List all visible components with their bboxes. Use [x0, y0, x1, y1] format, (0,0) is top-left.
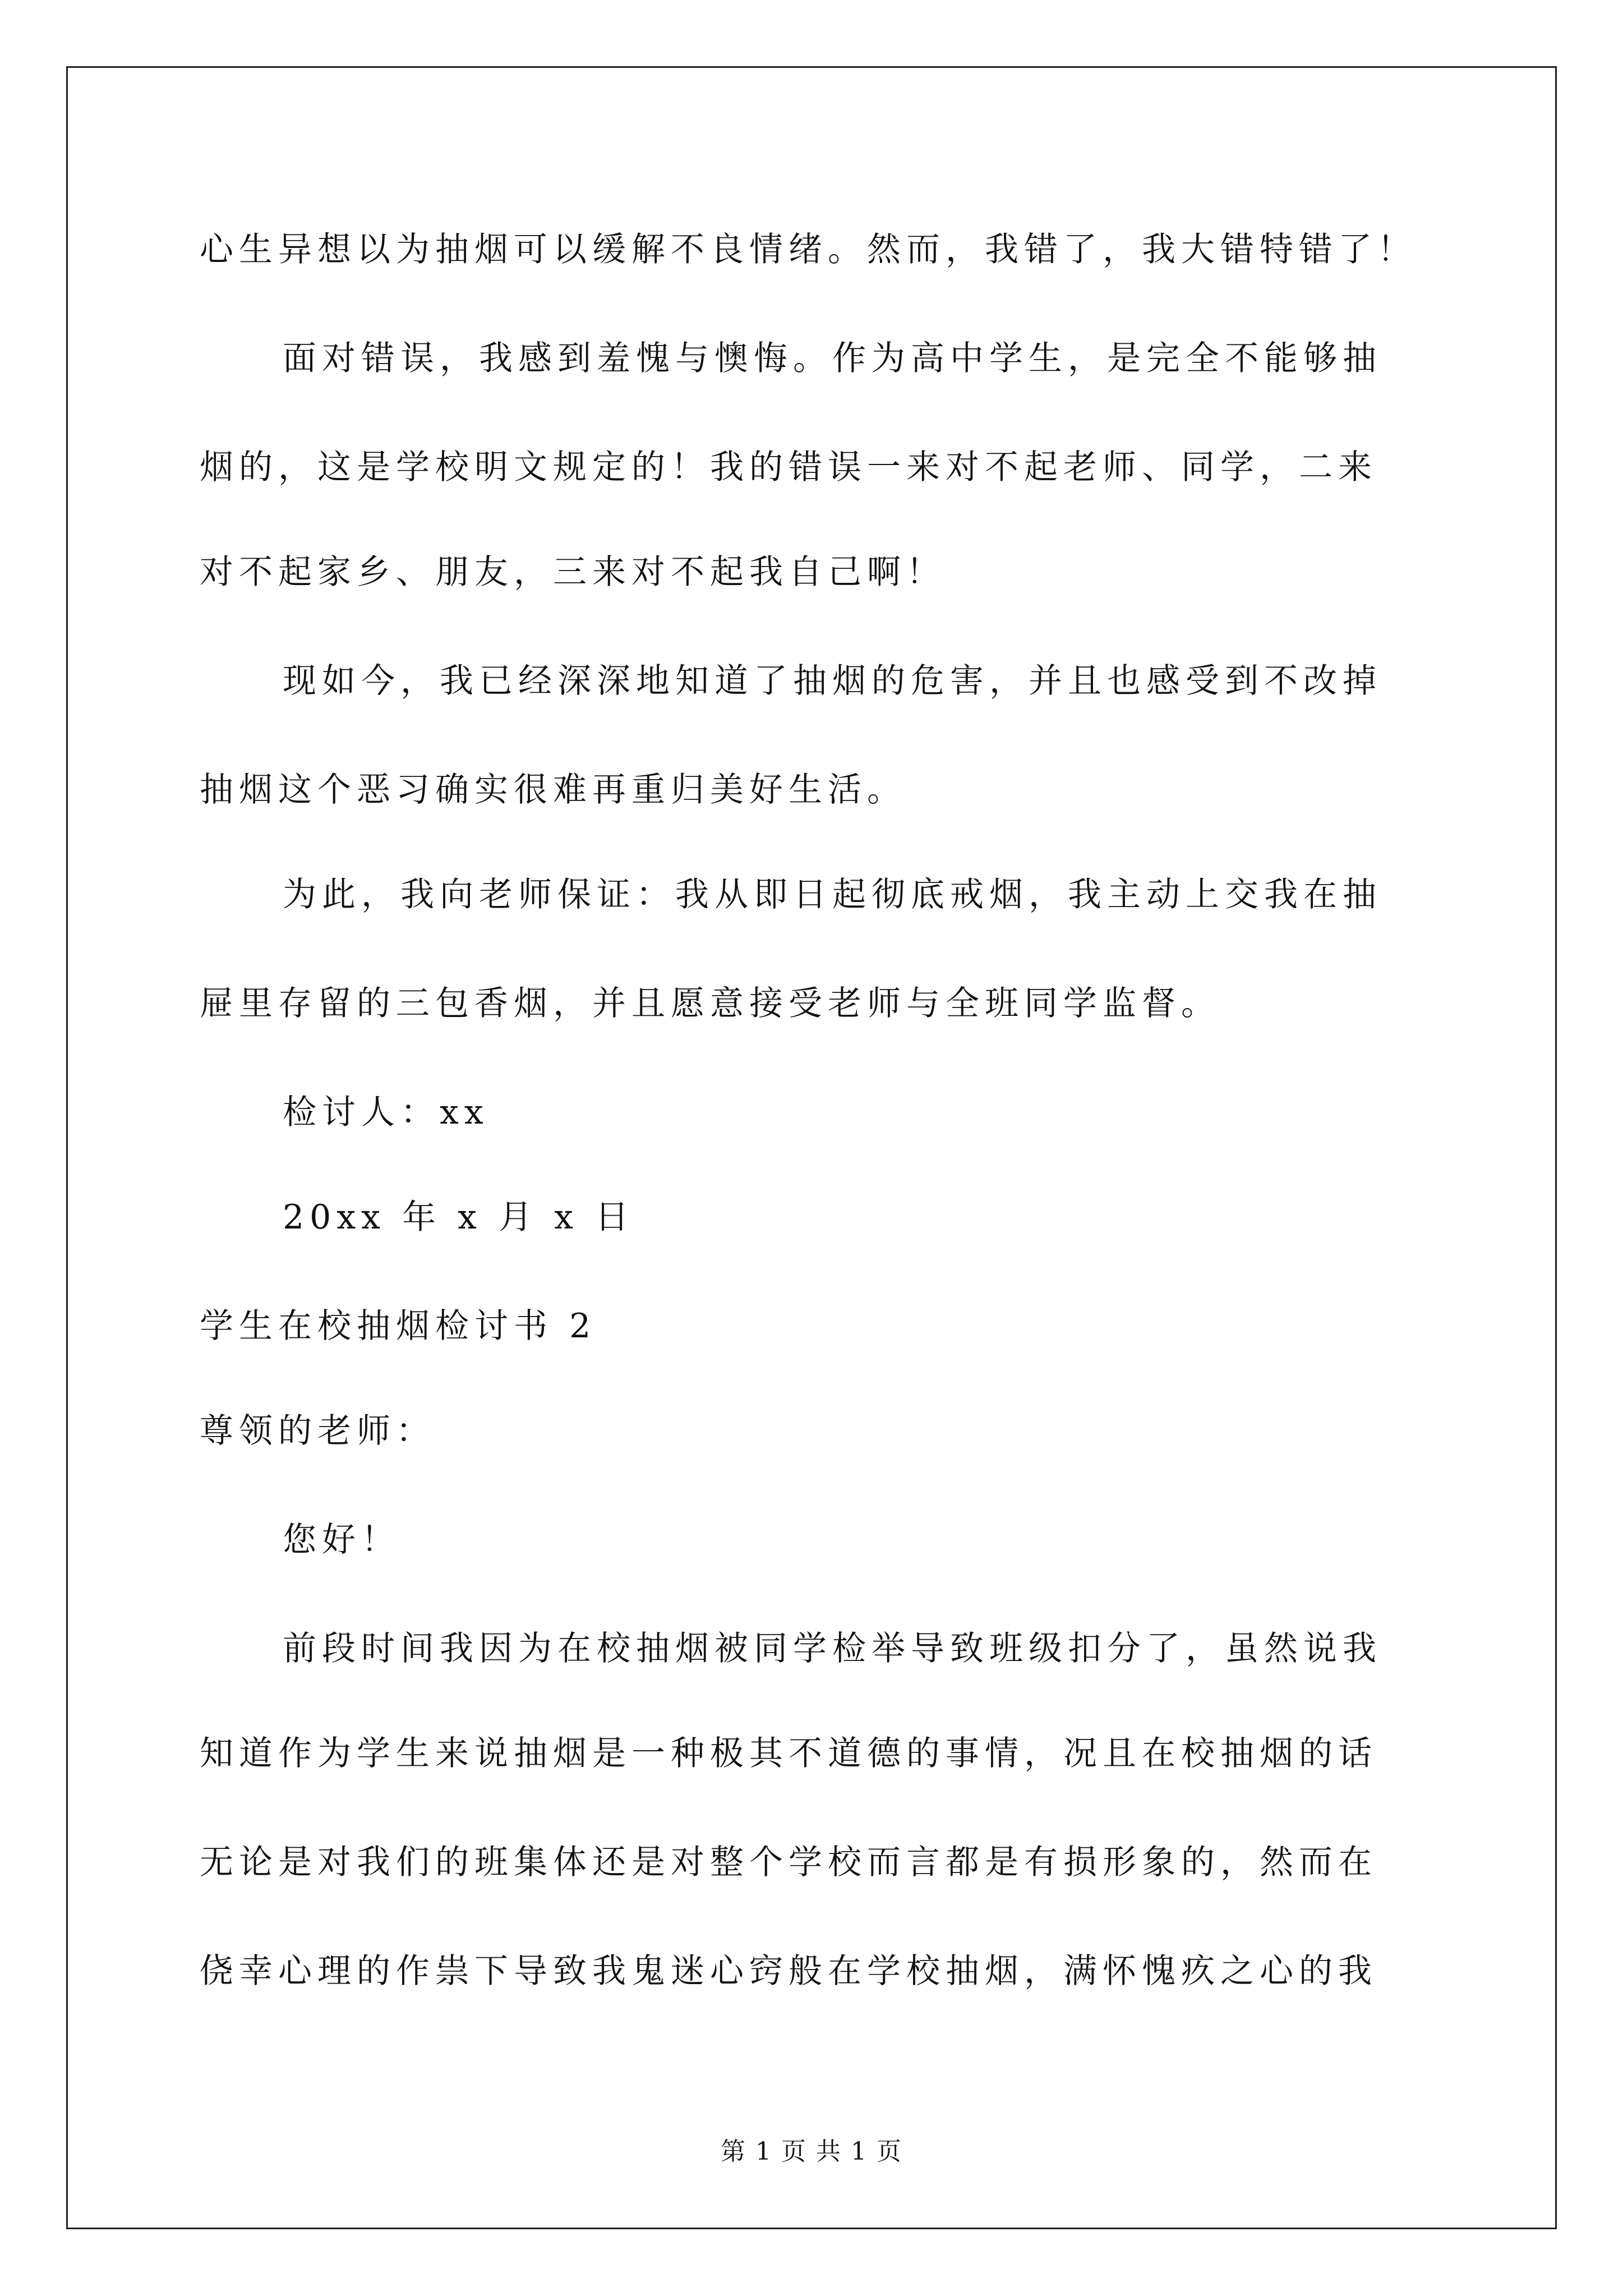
page-border — [66, 66, 1557, 2229]
text-line: 烟的，这是学校明文规定的！我的错误一来对不起老师、同学，二来 — [200, 448, 1377, 487]
text-line: 抽烟这个恶习确实很难再重归美好生活。 — [200, 770, 906, 809]
text-line: 前段时间我因为在校抽烟被同学检举导致班级扣分了，虽然说我 — [283, 1629, 1382, 1668]
signer-line: 检讨人：xx — [283, 1093, 489, 1132]
date-line: 20xx 年 x 月 x 日 — [283, 1198, 635, 1237]
greeting: 您好！ — [283, 1520, 400, 1559]
salutation: 尊领的老师： — [200, 1411, 435, 1451]
text-line: 现如今，我已经深深地知道了抽烟的危害，并且也感受到不改掉 — [283, 661, 1382, 701]
text-line: 心生异想以为抽烟可以缓解不良情绪。然而，我错了，我大错特错了！ — [200, 230, 1417, 269]
page-number-footer: 第 1 页 共 1 页 — [721, 2137, 902, 2166]
text-line: 知道作为学生来说抽烟是一种极其不道德的事情，况且在校抽烟的话 — [200, 1734, 1377, 1773]
text-line: 对不起家乡、朋友，三来对不起我自己啊！ — [200, 553, 946, 592]
section-title: 学生在校抽烟检讨书 2 — [200, 1306, 597, 1346]
text-line: 侥幸心理的作祟下导致我鬼迷心窍般在学校抽烟，满怀愧疚之心的我 — [200, 1952, 1377, 1991]
text-line: 屉里存留的三包香烟，并且愿意接受老师与全班同学监督。 — [200, 984, 1220, 1023]
text-line: 无论是对我们的班集体还是对整个学校而言都是有损形象的，然而在 — [200, 1843, 1377, 1882]
text-line: 面对错误，我感到羞愧与懊悔。作为高中学生，是完全不能够抽 — [283, 339, 1382, 378]
text-line: 为此，我向老师保证：我从即日起彻底戒烟，我主动上交我在抽 — [283, 875, 1382, 914]
